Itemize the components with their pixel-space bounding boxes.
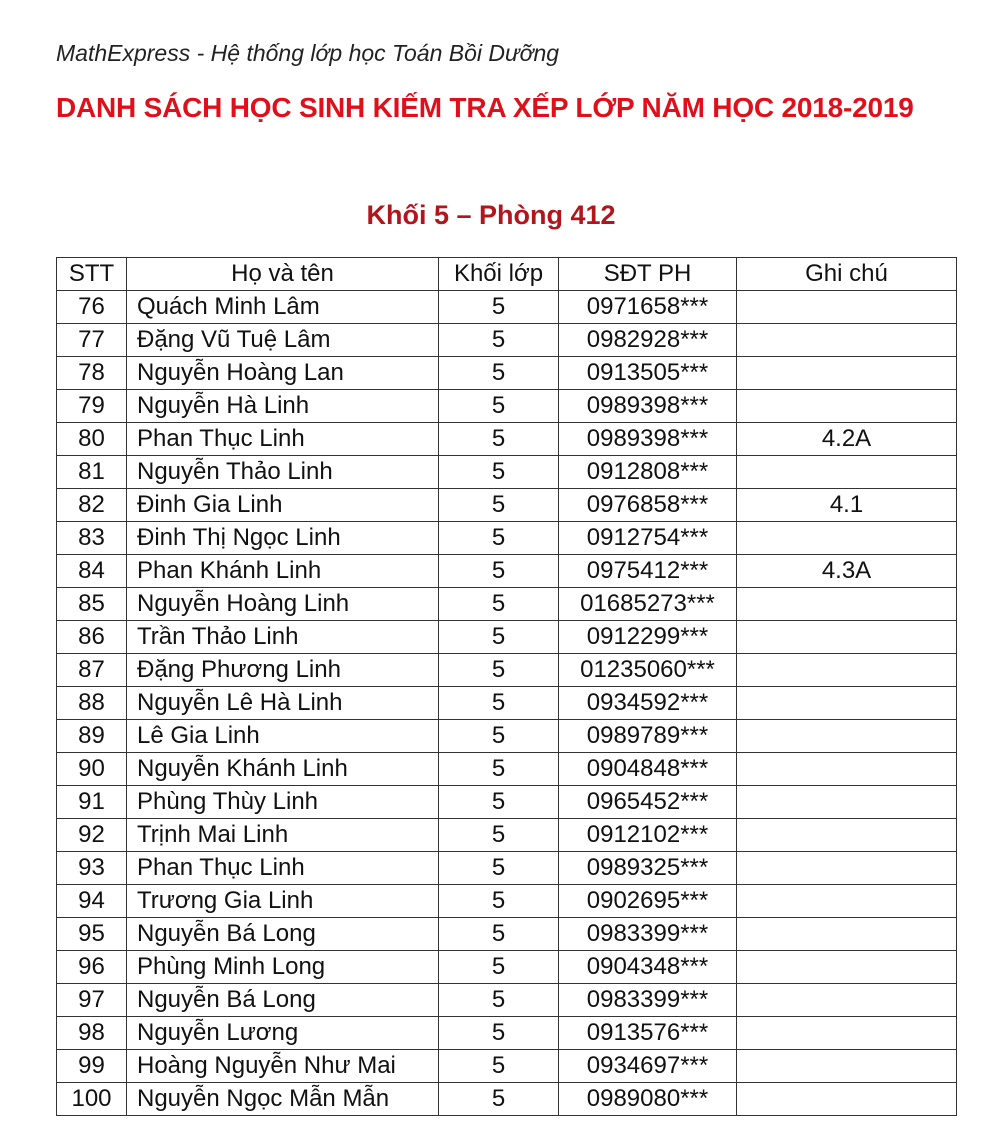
cell-stt: 96 (57, 951, 127, 984)
table-row (57, 588, 957, 621)
cell-stt: 78 (57, 357, 127, 390)
cell-parent-phone: 0965452*** (559, 786, 737, 819)
table-row (57, 390, 957, 423)
cell-stt: 79 (57, 390, 127, 423)
table-row (57, 423, 957, 456)
header-line: MathExpress - Hệ thống lớp học Toán Bồi Dưỡng (56, 40, 560, 66)
cell-parent-phone: 0983399*** (559, 918, 737, 951)
cell-student-name: Phùng Thùy Linh (127, 786, 439, 819)
cell-student-name: Nguyễn Bá Long (127, 984, 439, 1017)
cell-grade: 5 (439, 357, 559, 390)
cell-grade: 5 (439, 885, 559, 918)
cell-stt: 90 (57, 753, 127, 786)
cell-note (737, 885, 957, 918)
cell-note (737, 951, 957, 984)
cell-stt: 98 (57, 1017, 127, 1050)
cell-parent-phone: 0989398*** (559, 390, 737, 423)
cell-stt: 87 (57, 654, 127, 687)
cell-note (737, 654, 957, 687)
student-roster-table (56, 257, 957, 1116)
cell-parent-phone: 0983399*** (559, 984, 737, 1017)
cell-student-name: Lê Gia Linh (127, 720, 439, 753)
column-header-grade: Khối lớp (439, 258, 559, 291)
table-row (57, 621, 957, 654)
cell-student-name: Nguyễn Khánh Linh (127, 753, 439, 786)
table-row (57, 984, 957, 1017)
cell-grade: 5 (439, 489, 559, 522)
table-row (57, 654, 957, 687)
table-row (57, 1083, 957, 1116)
cell-stt: 81 (57, 456, 127, 489)
table-row (57, 291, 957, 324)
cell-stt: 92 (57, 819, 127, 852)
cell-parent-phone: 0912102*** (559, 819, 737, 852)
cell-note (737, 1083, 957, 1116)
cell-parent-phone: 0989398*** (559, 423, 737, 456)
cell-stt: 76 (57, 291, 127, 324)
cell-parent-phone: 0904848*** (559, 753, 737, 786)
table-header (57, 258, 957, 291)
cell-note (737, 357, 957, 390)
cell-grade: 5 (439, 720, 559, 753)
cell-note: 4.2A (737, 423, 957, 456)
cell-note (737, 753, 957, 786)
cell-stt: 89 (57, 720, 127, 753)
cell-note (737, 324, 957, 357)
column-header-name: Họ và tên (127, 258, 439, 291)
cell-note (737, 786, 957, 819)
cell-grade: 5 (439, 390, 559, 423)
cell-parent-phone: 01235060*** (559, 654, 737, 687)
table-row (57, 1017, 957, 1050)
cell-grade: 5 (439, 324, 559, 357)
cell-note (737, 720, 957, 753)
cell-stt: 77 (57, 324, 127, 357)
cell-student-name: Phan Thục Linh (127, 423, 439, 456)
table-row (57, 918, 957, 951)
cell-note (737, 819, 957, 852)
cell-parent-phone: 0912808*** (559, 456, 737, 489)
cell-stt: 80 (57, 423, 127, 456)
cell-note: 4.1 (737, 489, 957, 522)
cell-student-name: Đinh Gia Linh (127, 489, 439, 522)
cell-grade: 5 (439, 1083, 559, 1116)
cell-grade: 5 (439, 522, 559, 555)
cell-stt: 83 (57, 522, 127, 555)
cell-student-name: Nguyễn Ngọc Mẫn Mẫn (127, 1083, 439, 1116)
cell-parent-phone: 0904348*** (559, 951, 737, 984)
cell-stt: 95 (57, 918, 127, 951)
cell-parent-phone: 0975412*** (559, 555, 737, 588)
cell-stt: 91 (57, 786, 127, 819)
cell-student-name: Nguyễn Bá Long (127, 918, 439, 951)
cell-stt: 100 (57, 1083, 127, 1116)
cell-grade: 5 (439, 819, 559, 852)
cell-parent-phone: 0982928*** (559, 324, 737, 357)
cell-grade: 5 (439, 1050, 559, 1083)
table-row (57, 456, 957, 489)
cell-grade: 5 (439, 423, 559, 456)
cell-grade: 5 (439, 555, 559, 588)
cell-parent-phone: 0913505*** (559, 357, 737, 390)
cell-note (737, 621, 957, 654)
cell-student-name: Phan Khánh Linh (127, 555, 439, 588)
cell-grade: 5 (439, 588, 559, 621)
cell-grade: 5 (439, 753, 559, 786)
cell-note (737, 522, 957, 555)
cell-stt: 93 (57, 852, 127, 885)
table-row (57, 885, 957, 918)
table-row (57, 753, 957, 786)
header-row (57, 258, 957, 291)
cell-note (737, 984, 957, 1017)
cell-student-name: Nguyễn Lê Hà Linh (127, 687, 439, 720)
cell-stt: 94 (57, 885, 127, 918)
cell-note (737, 588, 957, 621)
cell-stt: 85 (57, 588, 127, 621)
cell-grade: 5 (439, 621, 559, 654)
cell-note: 4.3A (737, 555, 957, 588)
cell-parent-phone: 0989789*** (559, 720, 737, 753)
cell-student-name: Nguyễn Hoàng Linh (127, 588, 439, 621)
table-row (57, 852, 957, 885)
column-header-stt: STT (57, 258, 127, 291)
table-row (57, 786, 957, 819)
cell-note (737, 390, 957, 423)
table-row (57, 687, 957, 720)
room-heading: Khối 5 – Phòng 412 (366, 200, 616, 230)
cell-parent-phone: 0934592*** (559, 687, 737, 720)
cell-parent-phone: 0913576*** (559, 1017, 737, 1050)
cell-student-name: Trịnh Mai Linh (127, 819, 439, 852)
document-title: DANH SÁCH HỌC SINH KIẾM TRA XẾP LỚP NĂM HỌC 2018-2019 (56, 92, 914, 123)
cell-parent-phone: 0976858*** (559, 489, 737, 522)
cell-student-name: Nguyễn Lương (127, 1017, 439, 1050)
cell-parent-phone: 0912754*** (559, 522, 737, 555)
cell-student-name: Hoàng Nguyễn Như Mai (127, 1050, 439, 1083)
table-row (57, 555, 957, 588)
cell-stt: 84 (57, 555, 127, 588)
cell-grade: 5 (439, 687, 559, 720)
cell-student-name: Đặng Phương Linh (127, 654, 439, 687)
table-row (57, 489, 957, 522)
cell-grade: 5 (439, 654, 559, 687)
table-row (57, 357, 957, 390)
cell-note (737, 687, 957, 720)
cell-grade: 5 (439, 291, 559, 324)
cell-grade: 5 (439, 456, 559, 489)
cell-stt: 88 (57, 687, 127, 720)
cell-stt: 99 (57, 1050, 127, 1083)
table-row (57, 1050, 957, 1083)
cell-grade: 5 (439, 918, 559, 951)
cell-parent-phone: 0989080*** (559, 1083, 737, 1116)
cell-stt: 82 (57, 489, 127, 522)
column-header-note: Ghi chú (737, 258, 957, 291)
cell-student-name: Nguyễn Hà Linh (127, 390, 439, 423)
cell-student-name: Phùng Minh Long (127, 951, 439, 984)
cell-note (737, 1050, 957, 1083)
cell-student-name: Trần Thảo Linh (127, 621, 439, 654)
cell-student-name: Đinh Thị Ngọc Linh (127, 522, 439, 555)
cell-student-name: Đặng Vũ Tuệ Lâm (127, 324, 439, 357)
cell-note (737, 456, 957, 489)
cell-parent-phone: 0934697*** (559, 1050, 737, 1083)
table-row (57, 951, 957, 984)
cell-parent-phone: 0989325*** (559, 852, 737, 885)
cell-student-name: Nguyễn Thảo Linh (127, 456, 439, 489)
cell-note (737, 291, 957, 324)
cell-note (737, 852, 957, 885)
cell-student-name: Phan Thục Linh (127, 852, 439, 885)
cell-grade: 5 (439, 1017, 559, 1050)
cell-student-name: Nguyễn Hoàng Lan (127, 357, 439, 390)
table-row (57, 324, 957, 357)
cell-parent-phone: 0971658*** (559, 291, 737, 324)
cell-note (737, 1017, 957, 1050)
cell-grade: 5 (439, 786, 559, 819)
table-row (57, 522, 957, 555)
cell-parent-phone: 0902695*** (559, 885, 737, 918)
table-row (57, 819, 957, 852)
cell-grade: 5 (439, 852, 559, 885)
cell-parent-phone: 0912299*** (559, 621, 737, 654)
table-row (57, 720, 957, 753)
cell-grade: 5 (439, 984, 559, 1017)
cell-stt: 86 (57, 621, 127, 654)
cell-note (737, 918, 957, 951)
cell-student-name: Quách Minh Lâm (127, 291, 439, 324)
column-header-phone: SĐT PH (559, 258, 737, 291)
cell-grade: 5 (439, 951, 559, 984)
cell-student-name: Trương Gia Linh (127, 885, 439, 918)
cell-parent-phone: 01685273*** (559, 588, 737, 621)
table-body (57, 291, 957, 1116)
cell-stt: 97 (57, 984, 127, 1017)
